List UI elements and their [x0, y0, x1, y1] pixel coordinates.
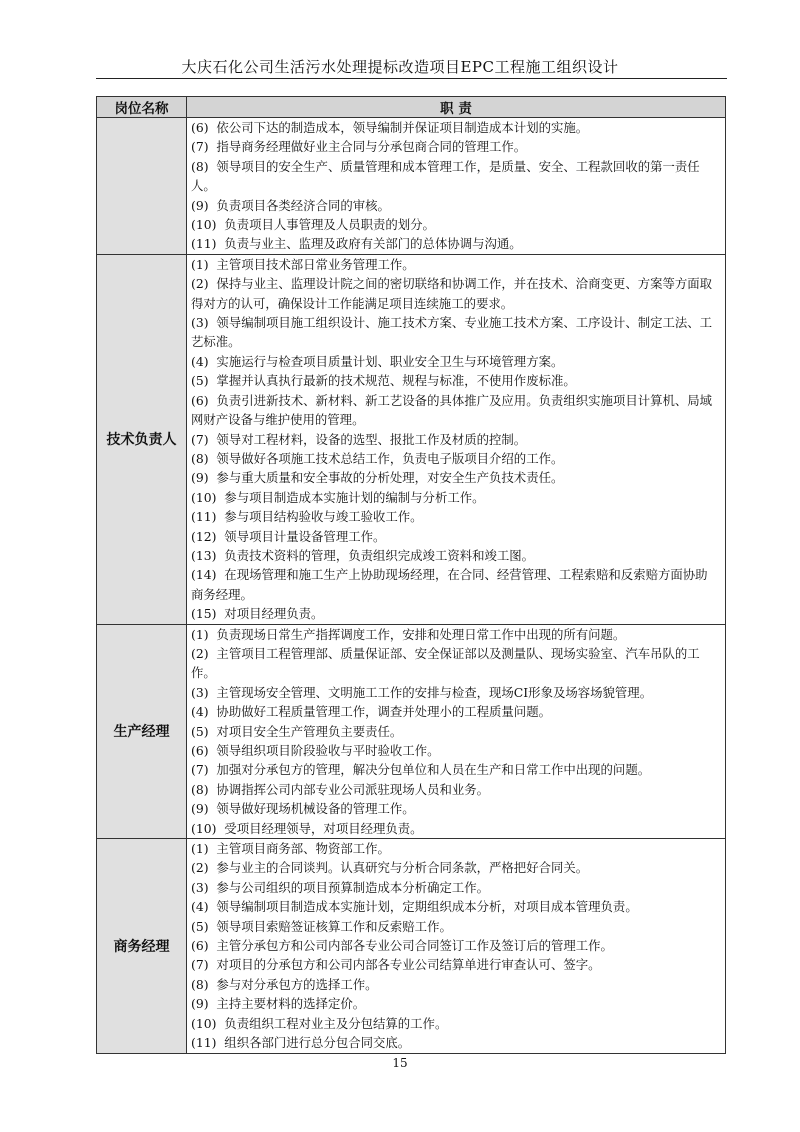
- duty-item: (2) 主管项目工程管理部、质量保证部、安全保证部以及测量队、现场实验室、汽车吊队的工作。: [191, 645, 700, 681]
- duty-item: (10) 负责项目人事管理及人员职责的划分。: [191, 217, 435, 233]
- duty-cell: [187, 624, 726, 838]
- duty-item: (12) 领导项目计量设备管理工作。: [191, 528, 386, 544]
- duty-item: (11) 参与项目结构验收与竣工验收工作。: [191, 509, 423, 525]
- table-row: [97, 254, 726, 624]
- column-header-duty: 职 责: [187, 97, 726, 118]
- table-header-row: [97, 97, 726, 118]
- header-rule: [96, 78, 727, 79]
- duty-item: (7) 领导对工程材料，设备的选型、报批工作及材质的控制。: [191, 431, 527, 447]
- duty-item: (6) 领导组织项目阶段验收与平时验收工作。: [191, 743, 440, 758]
- duty-item: (10) 参与项目制造成本实施计划的编制与分析工作。: [191, 489, 485, 505]
- role-name-cell: 生产经理: [97, 624, 187, 838]
- duty-item: (6) 主管分承包方和公司内部各专业公司合同签订工作及签订后的管理工作。: [191, 938, 613, 954]
- page-number: 15: [392, 1056, 408, 1070]
- duty-item: (14) 在现场管理和施工生产上协助现场经理，在合同、经营管理、工程索赔和反索赔方面协助商务经理。: [191, 567, 708, 602]
- column-header-role: 岗位名称: [97, 97, 187, 118]
- duty-item: (9) 领导做好现场机械设备的管理工作。: [191, 801, 415, 817]
- duty-item: (1) 主管项目技术部日常业务管理工作。: [191, 256, 415, 272]
- duty-item: (5) 领导项目索赔签证核算工作和反索赔工作。: [191, 918, 452, 934]
- duty-item: (7) 对项目的分承包方和公司内部各专业公司结算单进行审查认可、签字。: [191, 957, 601, 973]
- duty-item: (1) 主管项目商务部、物资部工作。: [191, 841, 390, 857]
- duty-item: (9) 主持主要材料的选择定价。: [191, 996, 366, 1012]
- document-header-title: 大庆石化公司生活污水处理提标改造项目EPC工程施工组织设计: [181, 58, 619, 76]
- duty-item: (11) 负责与业主、监理及政府有关部门的总体协调与沟通。: [191, 236, 522, 252]
- duty-item: (6) 负责引进新技术、新材料、新工艺设备的具体推广及应用。负责组织实施项目计算机、局域网财产设备与维护使用的管理。: [191, 392, 713, 428]
- duty-item: (10) 受项目经理领导，对项目经理负责。: [191, 820, 423, 836]
- role-name-cell: [97, 118, 187, 255]
- table-row: [97, 118, 726, 255]
- duty-item: (2) 参与业主的合同谈判。认真研究与分析合同条款，严格把好合同关。: [191, 860, 589, 876]
- table-row: [97, 624, 726, 838]
- duty-item: (3) 主管现场安全管理、文明施工工作的安排与检查，现场CI形象及场容场貌管理。: [191, 684, 653, 700]
- duty-item: (7) 指导商务经理做好业主合同与分承包商合同的管理工作。: [191, 139, 527, 155]
- duty-item: (8) 协调指挥公司内部专业公司派驻现场人员和业务。: [191, 781, 490, 797]
- duty-item: (15) 对项目经理负责。: [191, 606, 324, 622]
- duty-item: (3) 参与公司组织的项目预算制造成本分析确定工作。: [191, 879, 490, 895]
- duty-cell: [187, 254, 726, 624]
- duty-item: (5) 掌握并认真执行最新的技术规范、规程与标准，不使用作废标准。: [191, 373, 576, 389]
- table-body: [97, 118, 726, 1054]
- duty-item: (8) 领导项目的安全生产、质量管理和成本管理工作，是质量、安全、工程款回收的第一责任人。: [191, 158, 700, 194]
- duty-item: (11) 组织各部门进行总分包合同交底。: [191, 1035, 411, 1051]
- duty-item: (4) 领导编制项目制造成本实施计划，定期组织成本分析，对项目成本管理负责。: [191, 899, 638, 915]
- duty-item: (3) 领导编制项目施工组织设计、施工技术方案、专业施工技术方案、工序设计、制定工法、工艺标准。: [191, 315, 713, 350]
- role-name-cell: 技术负责人: [97, 254, 187, 624]
- duty-item: (10) 负责组织工程对业主及分包结算的工作。: [191, 1015, 448, 1031]
- duty-item: (1) 负责现场日常生产指挥调度工作，安排和处理日常工作中出现的所有问题。: [191, 626, 626, 642]
- table-row: [97, 839, 726, 1053]
- duty-cell: [187, 839, 726, 1053]
- duty-item: (13) 负责技术资料的管理，负责组织完成竣工资料和竣工图。: [191, 547, 535, 563]
- duty-item: (8) 领导做好各项施工技术总结工作，负责电子版项目介绍的工作。: [191, 450, 564, 466]
- duty-item: (4) 协助做好工程质量管理工作，调查并处理小的工程质量问题。: [191, 704, 551, 720]
- duty-item: (4) 实施运行与检查项目质量计划、职业安全卫生与环境管理方案。: [191, 353, 564, 369]
- duty-item: (2) 保持与业主、监理设计院之间的密切联络和协调工作，并在技术、洽商变更、方案等方面取得对方的认可，确保设计工作能满足项目连续施工的要求。: [191, 276, 713, 311]
- duty-item: (6) 依公司下达的制造成本，领导编制并保证项目制造成本计划的实施。: [191, 120, 589, 135]
- role-name-cell: 商务经理: [97, 839, 187, 1053]
- duty-item: (8) 参与对分承包方的选择工作。: [191, 976, 378, 992]
- duty-table: [96, 96, 726, 1054]
- duty-item: (5) 对项目安全生产管理负主要责任。: [191, 723, 403, 739]
- duty-item: (9) 参与重大质量和安全事故的分析处理，对安全生产负技术责任。: [191, 470, 564, 486]
- duty-cell: [187, 118, 726, 255]
- duty-item: (7) 加强对分承包方的管理，解决分包单位和人员在生产和日常工作中出现的问题。: [191, 762, 651, 778]
- duty-item: (9) 负责项目各类经济合同的审核。: [191, 197, 390, 213]
